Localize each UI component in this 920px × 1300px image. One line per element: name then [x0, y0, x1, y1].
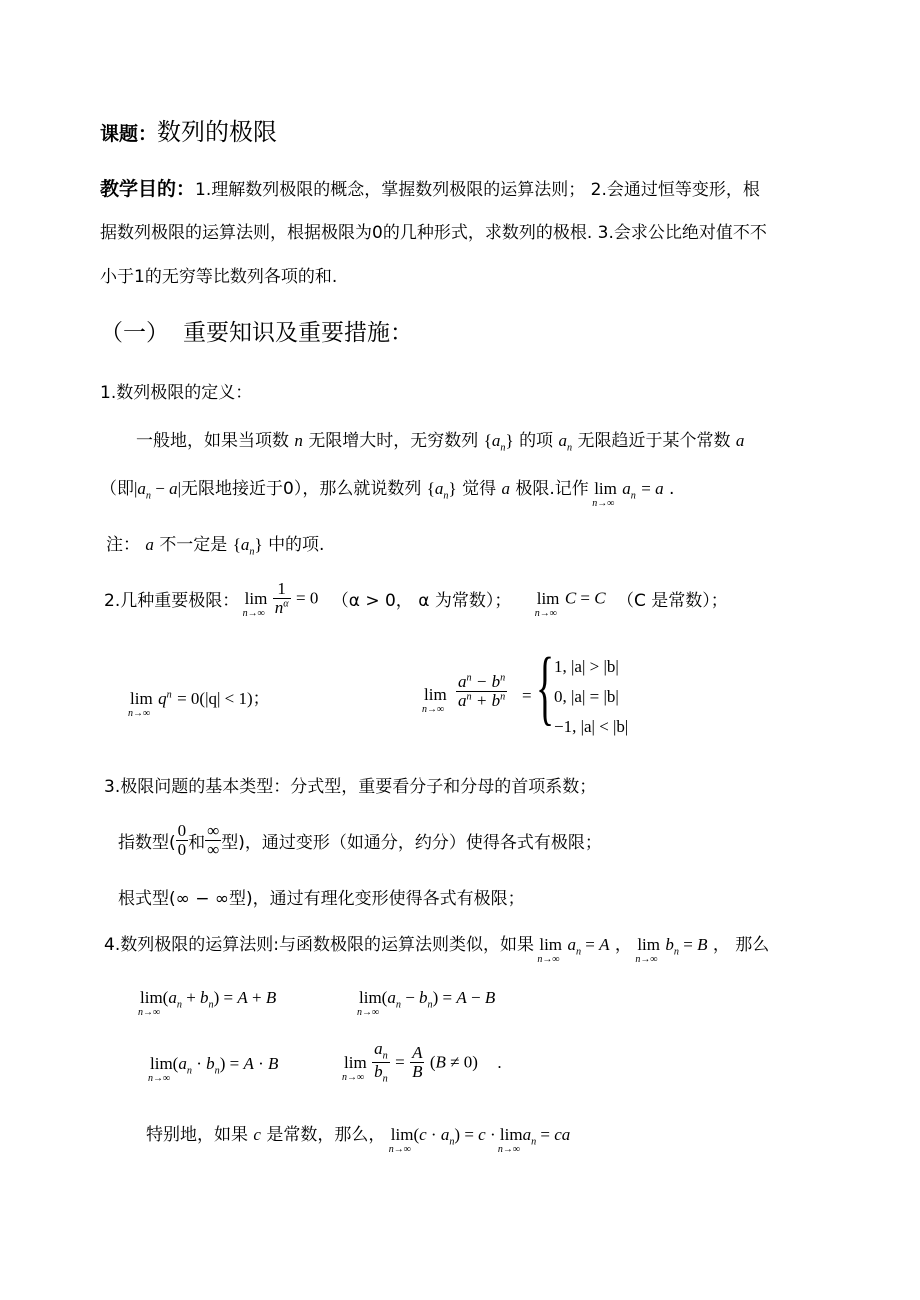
- piecewise-cases: 1, |a| > |b| 0, |a| = |b| −1, |a| < |b|: [554, 657, 629, 736]
- rule-product: lim n→∞ $(a_n \cdot b_n) = A \cdot B$: [148, 1054, 279, 1084]
- item1-note: 注： a 不一定是 $\{a_n\}$ 中的项.: [106, 535, 325, 558]
- section-heading: （一） 重要知识及重要措施：: [100, 320, 413, 346]
- item3-line2: 指数型( $\frac{0}{0}$ 和 $\frac{\infty}{\infty}$ 型)，通过变形（如通分，约分）使得各式有极限；: [118, 821, 602, 859]
- rule-sum: lim n→∞ $(a_n + b_n) = A + B$: [138, 988, 277, 1018]
- item2-limit-q: lim n→∞ $q^n = 0(|q| < 1)$；: [128, 689, 270, 719]
- item1-definition-line1: 一般地，如果当项数 n 无限增大时，无穷数列 $\{a_n\}$ 的项 $a_n$ 无限趋近于某个常数 a: [136, 431, 745, 454]
- item1-definition-line2: （即$|a_n - a|$无限地接近于0），那么就说数列 $\{a_n\}$ 觉得 a 极限.记作 lim n→∞ $a_n = a$ .: [100, 479, 675, 509]
- item4-heading: 4.数列极限的运算法则:与函数极限的运算法则类似，如果 lim n→∞ $a_n = A$ ， lim n→∞ $b_n = B$ ， 那么: [104, 935, 770, 965]
- item3-line3: 根式型(∞ − ∞型)，通过有理化变形使得各式有极限；: [118, 889, 525, 909]
- item2-line1: 2.几种重要极限： lim n→∞ $\frac{1}{n^\alpha}$ = 0 （α > 0， α 为常数）； lim n→∞ C = C （C 是常数）；: [104, 579, 728, 619]
- objectives-line-2: 据数列极限的运算法则，根据极限为0的几种形式，求数列的极根. 3.会求公比绝对值不不: [100, 223, 767, 243]
- rule-difference: lim n→∞ $(a_n - b_n) = A - B$: [357, 988, 496, 1018]
- item1-heading: 1.数列极限的定义：: [100, 383, 253, 403]
- objectives-line-3: 小于1的无穷等比数列各项的和.: [100, 267, 338, 287]
- page-title: 课题：数列的极限: [100, 118, 278, 146]
- rule-constant: 特别地，如果 c 是常数，那么， lim n→∞ $(c \cdot a_n) = c \cdot \lim$ n→∞ $a_n$ = ca: [146, 1125, 571, 1155]
- item3-heading: 3.极限问题的基本类型：分式型，重要看分子和分母的首项系数；: [104, 777, 597, 797]
- rule-quotient: lim n→∞ $\frac{a_n}{b_n}$ = $\frac{A}{B}$ (B ≠ 0) .: [342, 1039, 502, 1085]
- objectives-line-1: 教学目的：1.理解数列极限的概念，掌握数列极限的运算法则； 2.会通过恒等变形，根: [100, 178, 760, 200]
